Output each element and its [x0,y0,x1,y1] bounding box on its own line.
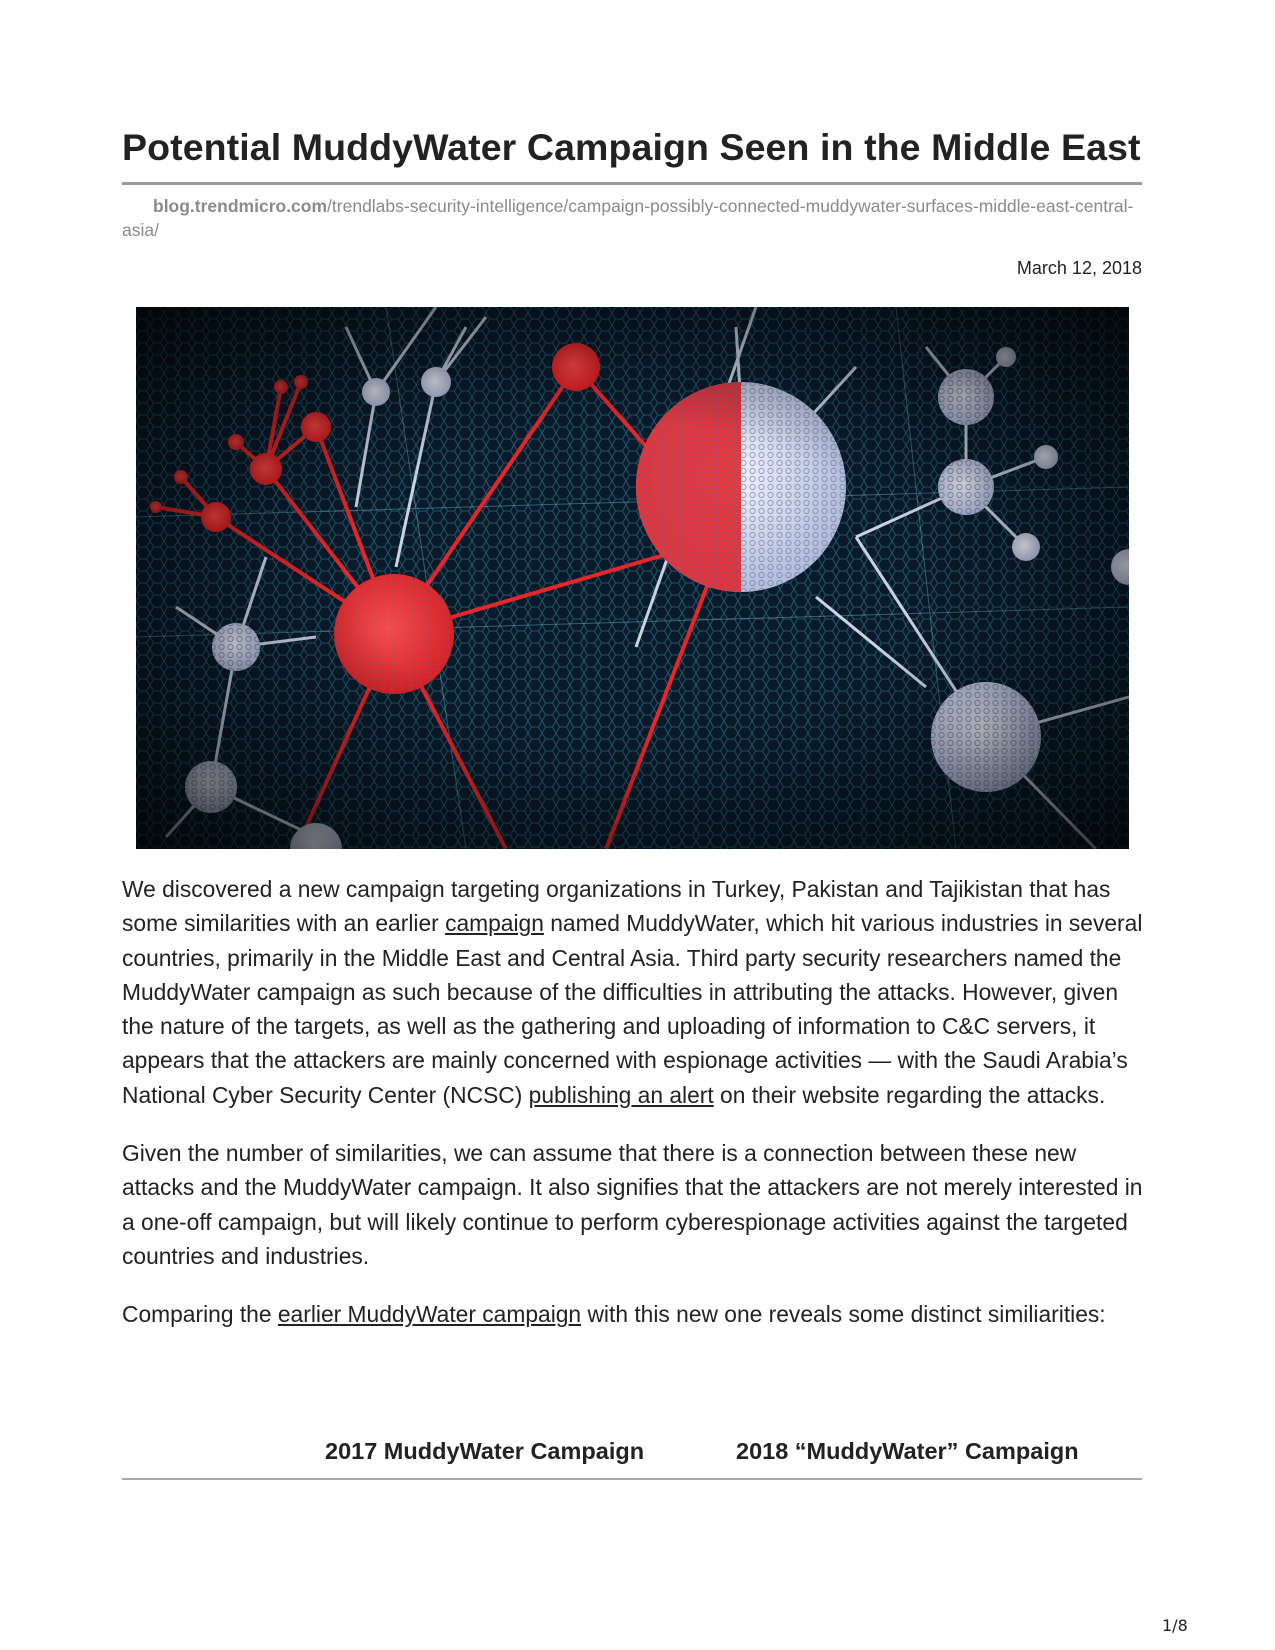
hero-image-network [136,307,1129,849]
publish-date: March 12, 2018 [1016,258,1142,278]
paragraph-text: We discovered a new campaign targeting organizations in Turkey, Pakistan and Tajikistan that has some similarities with an earlier [122,876,1111,937]
article-title: Potential MuddyWater Campaign Seen in the Middle East [122,126,1141,168]
source-url[interactable] [122,194,1142,242]
article-body [122,872,1147,1356]
comparison-table-header [122,1433,1142,1477]
column-header-2018: 2018 “MuddyWater” Campaign [736,1438,1079,1464]
paragraph-connection: Given the number of similarities, we can assume that there is a connection between these new attacks and the MuddyWater campaign. It also signifies that the attackers are not merely interested in a one-off campaign, but will likely continue to perform cyberespionage activities against the targeted countries and industries. [122,1140,1143,1269]
title-divider [122,182,1142,185]
paragraph-text: on their website regarding the attacks. [713,1081,1106,1108]
paragraph-text: named MuddyWater, which hit various industries in several countries, primarily in the Middle East and Central Asia. Third party security researchers named the MuddyWater campaign as such because of the difficulties in attributing the attacks. However, given the nature of the targets, as well as the gathering and uploading of information to C&C servers, it appears that the attackers are mainly concerned with espionage activities — with the Saudi Arabia’s National Cyber Security Center (NCSC) [122,910,1143,1108]
source-path[interactable]: /trendlabs-security-intelligence/campaign-possibly-connected-muddywater-surfaces-middle-east-central-asia/ [122,196,1134,240]
paragraph-text: Comparing the [122,1301,278,1328]
page-number: 1/8 [1162,1616,1188,1635]
source-domain[interactable]: blog.trendmicro.com [153,196,328,216]
earlier-campaign-link[interactable]: earlier MuddyWater campaign [277,1301,582,1328]
paragraph-comparison [122,1297,1147,1331]
network-illustration [136,307,1129,849]
paragraph-intro [122,872,1147,1112]
paragraph-text: with this new one reveals some distinct similiarities: [581,1301,1106,1328]
campaign-link[interactable]: campaign [445,910,544,937]
table-header-divider [122,1478,1142,1480]
column-header-2017: 2017 MuddyWater Campaign [325,1438,645,1464]
publishing-alert-link[interactable]: publishing an alert [528,1081,714,1108]
